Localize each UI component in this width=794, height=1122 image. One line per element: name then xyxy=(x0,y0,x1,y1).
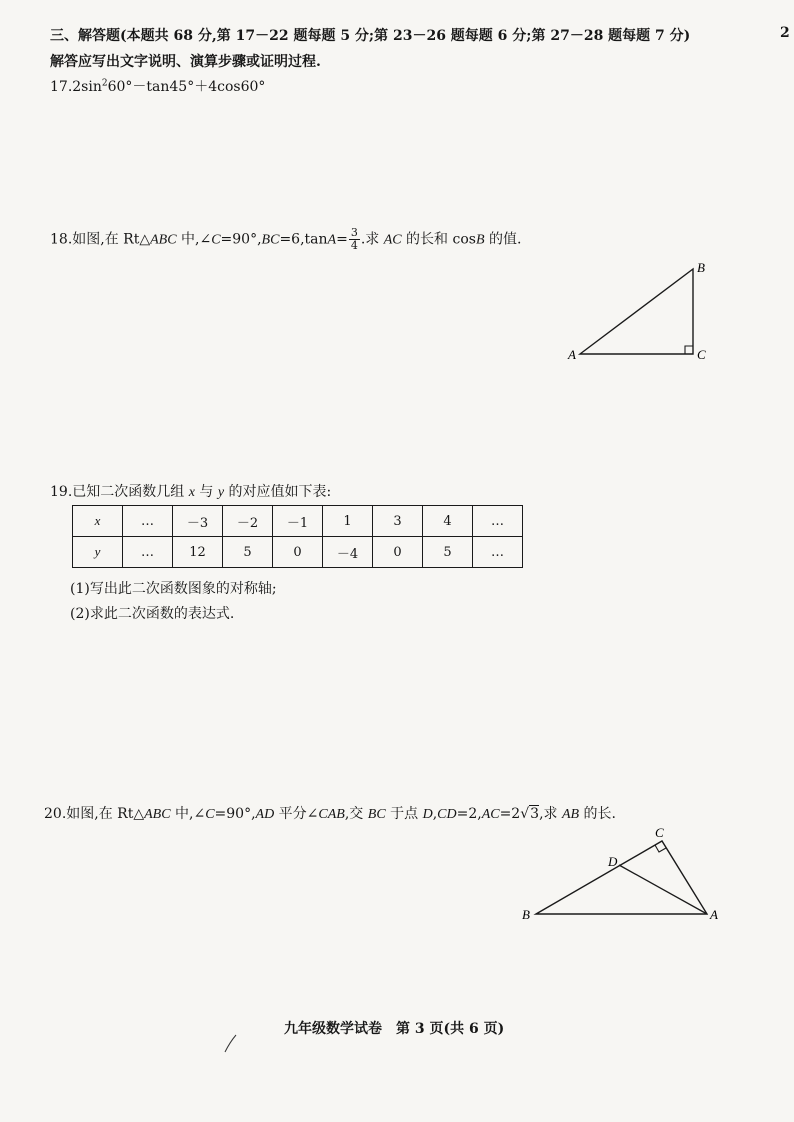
value-table xyxy=(72,505,523,568)
question-number: 18. xyxy=(50,231,73,248)
table-cell: … xyxy=(123,506,173,537)
triangle-abc xyxy=(536,841,707,914)
label-c: C xyxy=(697,347,706,362)
table-cell: … xyxy=(473,506,523,537)
question-number: 19. xyxy=(50,484,73,500)
table-cell: 0 xyxy=(373,537,423,568)
q20-triangle-figure xyxy=(515,822,725,932)
label-a: A xyxy=(710,907,718,922)
table-cell: 5 xyxy=(423,537,473,568)
section-instruction: 解答应写出文字说明、演算步骤或证明过程. xyxy=(50,54,321,70)
table-cell: … xyxy=(473,537,523,568)
table-cell: －3 xyxy=(173,506,223,537)
pen-stroke xyxy=(225,1035,236,1052)
table-row-x xyxy=(73,506,523,537)
question-17: $17.2\sin^260^\circ-\tan 45^\circ+4\cos 60^\circ$ xyxy=(50,78,266,95)
question-number: 20. xyxy=(44,806,67,822)
table-cell: x xyxy=(73,506,123,537)
table-cell: 0 xyxy=(273,537,323,568)
table-cell: y xyxy=(73,537,123,568)
q18-triangle-figure xyxy=(560,258,720,368)
margin-mark: 2 xyxy=(780,25,790,41)
label-b: B xyxy=(697,260,705,275)
label-b: B xyxy=(522,907,530,922)
bisector-ad xyxy=(619,865,707,914)
page-footer: 九年级数学试卷 第 3 页(共 6 页) xyxy=(284,1021,505,1037)
table-cell: 5 xyxy=(223,537,273,568)
table-row-y xyxy=(73,537,523,568)
table-cell: 3 xyxy=(373,506,423,537)
table-cell: 12 xyxy=(173,537,223,568)
table-cell: －4 xyxy=(323,537,373,568)
q19-part-2: (2)求此二次函数的表达式. xyxy=(70,606,235,622)
table-cell: －2 xyxy=(223,506,273,537)
table-cell: 4 xyxy=(423,506,473,537)
section-heading: 三、解答题(本题共 68 分,第 17－22 题每题 5 分;第 23－26 题每题 6 分;第 27－28 题每题 7 分) xyxy=(50,28,691,44)
right-angle-mark xyxy=(685,346,693,354)
fraction: $\frac{3}{4}$ xyxy=(350,226,358,252)
label-a: A xyxy=(568,347,576,362)
question-18: 18.如图,在 Rt△ABC 中,∠C=90°,BC=6,tanA= $\frac{3}{4}$ .求 AC 的长和 cosB 的值. xyxy=(50,226,522,252)
question-20: 20.如图,在 Rt△ABC 中,∠C=90°,AD 平分∠CAB,交 BC 于点 D,CD=2,AC=2√3,求 AB 的长. xyxy=(44,806,616,822)
table-cell: … xyxy=(123,537,173,568)
pen-mark xyxy=(222,1032,242,1056)
table-cell: －1 xyxy=(273,506,323,537)
label-d: D xyxy=(608,854,618,869)
question-19: 19.已知二次函数几组 x 与 y 的对应值如下表: xyxy=(50,484,332,500)
table-cell: 1 xyxy=(323,506,373,537)
q19-part-1: (1)写出此二次函数图象的对称轴; xyxy=(70,581,277,597)
question-number: 17. xyxy=(50,79,73,95)
triangle-abc xyxy=(580,269,693,354)
label-c: C xyxy=(655,825,664,840)
